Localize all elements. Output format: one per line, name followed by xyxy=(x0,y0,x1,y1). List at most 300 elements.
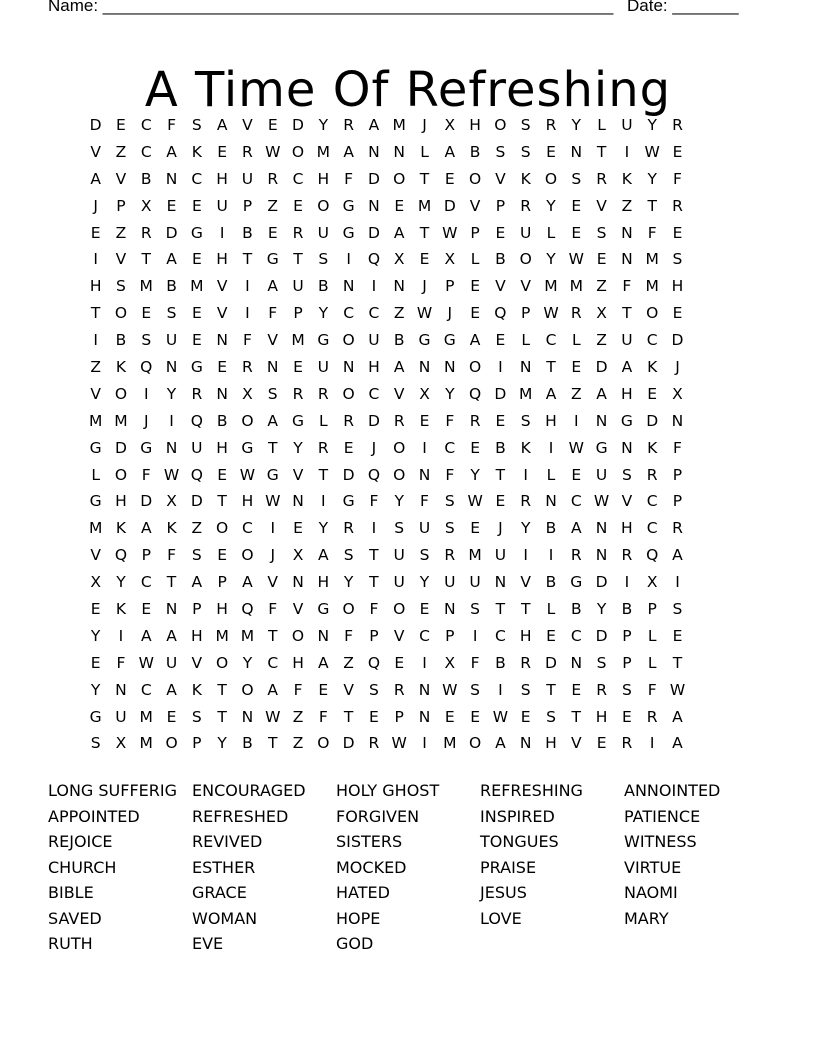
grid-letter[interactable]: A xyxy=(444,142,456,161)
grid-letter[interactable]: D xyxy=(646,411,659,430)
grid-letter[interactable]: A xyxy=(166,626,177,645)
grid-letter[interactable]: N xyxy=(165,358,178,377)
grid-letter[interactable]: W xyxy=(467,492,483,511)
grid-letter[interactable]: N xyxy=(342,277,355,296)
grid-letter[interactable]: E xyxy=(520,707,531,726)
grid-letter[interactable]: T xyxy=(369,546,379,565)
grid-letter[interactable]: F xyxy=(470,653,480,672)
grid-letter[interactable]: H xyxy=(469,116,481,134)
grid-letter[interactable]: E xyxy=(596,734,607,753)
grid-letter[interactable]: O xyxy=(342,384,355,403)
grid-letter[interactable]: U xyxy=(165,331,178,350)
grid-letter[interactable]: O xyxy=(114,384,128,403)
grid-letter[interactable]: X xyxy=(646,573,658,592)
grid-letter[interactable]: Z xyxy=(596,277,607,296)
grid-letter[interactable]: K xyxy=(115,358,127,377)
grid-letter[interactable]: S xyxy=(621,680,632,699)
grid-letter[interactable]: R xyxy=(520,196,532,215)
grid-letter[interactable]: N xyxy=(165,600,178,619)
grid-letter[interactable]: U xyxy=(520,223,532,242)
grid-letter[interactable]: P xyxy=(622,653,632,672)
grid-letter[interactable]: J xyxy=(675,358,680,377)
grid-letter[interactable]: C xyxy=(494,626,506,645)
grid-letter[interactable]: P xyxy=(672,465,683,484)
grid-letter[interactable]: S xyxy=(90,734,101,753)
grid-letter[interactable]: G xyxy=(620,411,633,430)
grid-letter[interactable]: R xyxy=(292,223,304,242)
grid-letter[interactable]: W xyxy=(568,250,584,269)
grid-letter[interactable]: R xyxy=(545,116,557,134)
grid-letter[interactable]: N xyxy=(621,250,633,269)
grid-letter[interactable]: V xyxy=(621,492,633,511)
grid-letter[interactable]: D xyxy=(114,438,127,457)
grid-letter[interactable]: Z xyxy=(90,358,101,377)
grid-letter[interactable]: T xyxy=(166,573,177,592)
grid-letter[interactable]: B xyxy=(495,438,506,457)
grid-letter[interactable]: Z xyxy=(621,196,633,215)
grid-letter[interactable]: O xyxy=(241,546,254,565)
grid-letter[interactable]: O xyxy=(317,196,330,215)
grid-letter[interactable]: N xyxy=(418,707,431,726)
grid-letter[interactable]: W xyxy=(265,492,281,511)
grid-letter[interactable]: R xyxy=(672,116,683,134)
grid-letter[interactable]: R xyxy=(621,734,633,753)
grid-letter[interactable]: K xyxy=(520,438,531,457)
grid-letter[interactable]: Z xyxy=(191,519,203,538)
grid-letter[interactable]: G xyxy=(443,331,456,350)
grid-letter[interactable]: R xyxy=(343,411,354,430)
grid-letter[interactable]: E xyxy=(191,331,202,350)
grid-letter[interactable]: Y xyxy=(166,384,177,403)
grid-letter[interactable]: O xyxy=(216,519,229,538)
grid-letter[interactable]: E xyxy=(495,492,506,511)
grid-letter[interactable]: C xyxy=(646,331,658,350)
grid-letter[interactable]: I xyxy=(219,223,225,242)
grid-letter[interactable]: O xyxy=(393,600,406,619)
grid-letter[interactable]: A xyxy=(545,384,557,403)
grid-letter[interactable]: D xyxy=(443,196,456,215)
grid-letter[interactable]: T xyxy=(596,142,607,161)
grid-letter[interactable]: M xyxy=(645,250,659,269)
grid-letter[interactable]: O xyxy=(393,465,406,484)
grid-letter[interactable]: C xyxy=(570,626,582,645)
grid-letter[interactable]: R xyxy=(646,707,658,726)
grid-letter[interactable]: E xyxy=(470,277,480,296)
grid-letter[interactable]: Y xyxy=(293,438,303,457)
grid-letter[interactable]: R xyxy=(393,680,405,699)
grid-letter[interactable]: E xyxy=(621,707,632,726)
grid-letter[interactable]: X xyxy=(90,573,101,592)
grid-letter[interactable]: M xyxy=(139,277,153,296)
grid-letter[interactable]: T xyxy=(622,304,632,323)
grid-letter[interactable]: A xyxy=(267,411,279,430)
grid-letter[interactable]: N xyxy=(519,358,532,377)
grid-letter[interactable]: Q xyxy=(367,653,381,672)
grid-letter[interactable]: P xyxy=(495,196,506,215)
grid-letter[interactable]: V xyxy=(115,250,127,269)
grid-letter[interactable]: E xyxy=(596,250,607,269)
grid-letter[interactable]: E xyxy=(470,707,480,726)
grid-letter[interactable]: A xyxy=(166,250,177,269)
grid-letter[interactable]: L xyxy=(470,250,480,269)
grid-letter[interactable]: N xyxy=(595,546,608,565)
grid-letter[interactable]: N xyxy=(393,277,406,296)
grid-letter[interactable]: G xyxy=(266,465,279,484)
grid-letter[interactable]: A xyxy=(267,277,279,296)
grid-letter[interactable]: N xyxy=(368,142,380,161)
grid-letter[interactable]: A xyxy=(672,707,683,726)
grid-letter[interactable]: T xyxy=(546,358,556,377)
grid-letter[interactable]: Y xyxy=(546,196,556,215)
grid-letter[interactable]: Z xyxy=(393,304,405,323)
grid-letter[interactable]: E xyxy=(419,411,430,430)
grid-letter[interactable]: R xyxy=(242,358,253,377)
grid-letter[interactable]: E xyxy=(672,626,683,645)
grid-letter[interactable]: Q xyxy=(469,384,482,403)
grid-letter[interactable]: X xyxy=(596,304,607,323)
grid-letter[interactable]: N xyxy=(165,169,178,188)
grid-letter[interactable]: B xyxy=(545,573,557,592)
grid-letter[interactable]: M xyxy=(316,142,330,161)
grid-letter[interactable]: Q xyxy=(241,600,254,619)
grid-letter[interactable]: X xyxy=(419,384,430,403)
grid-letter[interactable]: E xyxy=(394,653,405,672)
grid-letter[interactable]: H xyxy=(241,492,254,511)
grid-letter[interactable]: H xyxy=(216,169,228,188)
grid-letter[interactable]: E xyxy=(191,304,202,323)
grid-letter[interactable]: W xyxy=(265,142,281,161)
grid-letter[interactable]: S xyxy=(267,384,278,403)
grid-letter[interactable]: L xyxy=(647,626,657,645)
grid-letter[interactable]: U xyxy=(621,116,633,134)
grid-letter[interactable]: F xyxy=(445,411,455,430)
grid-letter[interactable]: H xyxy=(216,438,228,457)
grid-letter[interactable]: M xyxy=(519,384,533,403)
grid-letter[interactable]: Q xyxy=(494,304,507,323)
grid-letter[interactable]: Y xyxy=(571,116,582,134)
grid-letter[interactable]: V xyxy=(393,384,405,403)
grid-letter[interactable]: L xyxy=(571,331,581,350)
grid-letter[interactable]: T xyxy=(217,680,227,699)
grid-letter[interactable]: A xyxy=(672,546,683,565)
grid-letter[interactable]: D xyxy=(367,223,380,242)
grid-letter[interactable]: J xyxy=(270,546,276,565)
grid-letter[interactable]: K xyxy=(166,519,177,538)
grid-letter[interactable]: A xyxy=(393,358,405,377)
grid-letter[interactable]: P xyxy=(672,492,683,511)
grid-letter[interactable]: R xyxy=(343,519,354,538)
grid-letter[interactable]: F xyxy=(369,600,379,619)
grid-letter[interactable]: W xyxy=(593,492,610,511)
grid-letter[interactable]: E xyxy=(90,223,101,242)
grid-letter[interactable]: S xyxy=(191,546,202,565)
grid-letter[interactable]: N xyxy=(393,142,406,161)
grid-letter[interactable]: O xyxy=(393,438,406,457)
grid-letter[interactable]: C xyxy=(570,492,582,511)
grid-letter[interactable]: Z xyxy=(570,384,582,403)
grid-letter[interactable]: Z xyxy=(292,707,304,726)
grid-letter[interactable]: U xyxy=(368,331,380,350)
grid-letter[interactable]: T xyxy=(571,707,582,726)
grid-letter[interactable]: E xyxy=(672,142,683,161)
grid-letter[interactable]: I xyxy=(93,250,98,269)
grid-letter[interactable]: D xyxy=(190,492,203,511)
grid-letter[interactable]: N xyxy=(494,573,507,592)
grid-letter[interactable]: O xyxy=(291,626,305,645)
grid-letter[interactable]: I xyxy=(523,546,528,565)
grid-letter[interactable]: N xyxy=(418,358,431,377)
grid-letter[interactable]: W xyxy=(492,707,509,726)
grid-letter[interactable]: D xyxy=(342,734,355,753)
grid-letter[interactable]: V xyxy=(267,573,279,592)
grid-letter[interactable]: U xyxy=(444,573,456,592)
grid-letter[interactable]: A xyxy=(216,116,228,134)
grid-letter[interactable]: S xyxy=(394,519,405,538)
grid-letter[interactable]: C xyxy=(292,169,304,188)
grid-letter[interactable]: M xyxy=(139,734,153,753)
grid-letter[interactable]: X xyxy=(242,384,253,403)
grid-letter[interactable]: E xyxy=(571,223,582,242)
grid-letter[interactable]: B xyxy=(469,142,481,161)
grid-letter[interactable]: C xyxy=(419,626,430,645)
grid-letter[interactable]: M xyxy=(190,277,204,296)
grid-letter[interactable]: G xyxy=(266,250,279,269)
grid-letter[interactable]: K xyxy=(647,358,658,377)
grid-letter[interactable]: M xyxy=(88,519,103,538)
grid-letter[interactable]: A xyxy=(621,358,633,377)
grid-letter[interactable]: B xyxy=(621,600,633,619)
grid-letter[interactable]: B xyxy=(495,250,506,269)
grid-letter[interactable]: H xyxy=(216,250,228,269)
grid-letter[interactable]: K xyxy=(191,142,202,161)
grid-letter[interactable]: L xyxy=(546,465,556,484)
grid-letter[interactable]: O xyxy=(241,680,254,699)
grid-letter[interactable]: E xyxy=(571,358,582,377)
grid-letter[interactable]: E xyxy=(419,600,430,619)
grid-letter[interactable]: E xyxy=(672,223,683,242)
grid-letter[interactable]: T xyxy=(419,223,430,242)
grid-letter[interactable]: I xyxy=(371,277,377,296)
grid-letter[interactable]: X xyxy=(444,250,456,269)
grid-letter[interactable]: P xyxy=(394,707,404,726)
grid-letter[interactable]: Q xyxy=(646,546,659,565)
grid-letter[interactable]: W xyxy=(669,680,686,699)
grid-letter[interactable]: H xyxy=(671,277,684,296)
grid-letter[interactable]: A xyxy=(90,169,101,188)
grid-letter[interactable]: S xyxy=(546,707,556,726)
grid-letter[interactable]: A xyxy=(368,116,380,134)
grid-letter[interactable]: L xyxy=(546,600,556,619)
grid-letter[interactable]: T xyxy=(520,600,531,619)
grid-letter[interactable]: Y xyxy=(116,573,126,592)
grid-letter[interactable]: S xyxy=(116,277,126,296)
grid-letter[interactable]: F xyxy=(622,277,632,296)
grid-letter[interactable]: F xyxy=(141,465,151,484)
grid-letter[interactable]: Y xyxy=(217,734,227,753)
grid-letter[interactable]: K xyxy=(647,438,658,457)
grid-letter[interactable]: E xyxy=(470,519,480,538)
grid-letter[interactable]: P xyxy=(141,546,151,565)
grid-letter[interactable]: N xyxy=(165,438,178,457)
grid-letter[interactable]: W xyxy=(138,653,154,672)
grid-letter[interactable]: D xyxy=(494,384,507,403)
grid-letter[interactable]: R xyxy=(444,546,456,565)
grid-letter[interactable]: W xyxy=(442,223,458,242)
grid-letter[interactable]: I xyxy=(498,680,503,699)
grid-letter[interactable]: A xyxy=(469,331,481,350)
grid-letter[interactable]: O xyxy=(469,358,482,377)
grid-letter[interactable]: T xyxy=(419,169,430,188)
grid-letter[interactable]: V xyxy=(216,277,228,296)
grid-letter[interactable]: Q xyxy=(190,411,203,430)
grid-letter[interactable]: J xyxy=(143,411,149,430)
grid-letter[interactable]: G xyxy=(89,707,102,726)
grid-letter[interactable]: A xyxy=(393,223,405,242)
grid-letter[interactable]: P xyxy=(369,626,379,645)
grid-letter[interactable]: N xyxy=(621,223,633,242)
grid-letter[interactable]: R xyxy=(140,223,152,242)
grid-letter[interactable]: V xyxy=(267,331,279,350)
grid-letter[interactable]: L xyxy=(521,331,531,350)
grid-letter[interactable]: P xyxy=(622,626,632,645)
grid-letter[interactable]: E xyxy=(444,707,455,726)
grid-letter[interactable]: C xyxy=(242,519,253,538)
grid-letter[interactable]: C xyxy=(646,492,658,511)
grid-letter[interactable]: H xyxy=(621,384,633,403)
grid-letter[interactable]: Q xyxy=(367,250,381,269)
grid-letter[interactable]: B xyxy=(393,331,405,350)
grid-letter[interactable]: O xyxy=(216,653,229,672)
grid-letter[interactable]: W xyxy=(239,465,256,484)
grid-letter[interactable]: U xyxy=(216,196,228,215)
grid-letter[interactable]: G xyxy=(570,573,583,592)
grid-letter[interactable]: I xyxy=(624,142,630,161)
grid-letter[interactable]: L xyxy=(597,116,606,134)
grid-letter[interactable]: H xyxy=(545,734,557,753)
grid-letter[interactable]: Y xyxy=(318,519,329,538)
grid-letter[interactable]: R xyxy=(596,680,607,699)
grid-letter[interactable]: L xyxy=(91,465,100,484)
grid-letter[interactable]: T xyxy=(90,304,101,323)
grid-letter[interactable]: R xyxy=(242,142,253,161)
grid-letter[interactable]: N xyxy=(418,680,431,699)
grid-letter[interactable]: W xyxy=(644,142,660,161)
grid-letter[interactable]: A xyxy=(570,519,582,538)
grid-letter[interactable]: B xyxy=(495,653,506,672)
grid-letter[interactable]: U xyxy=(595,465,608,484)
grid-letter[interactable]: Y xyxy=(419,573,430,592)
grid-letter[interactable]: A xyxy=(318,653,329,672)
grid-letter[interactable]: E xyxy=(90,600,101,619)
grid-letter[interactable]: Q xyxy=(140,358,153,377)
grid-letter[interactable]: S xyxy=(419,546,430,565)
grid-letter[interactable]: R xyxy=(672,519,683,538)
grid-letter[interactable]: G xyxy=(342,223,355,242)
grid-letter[interactable]: F xyxy=(344,169,354,188)
grid-letter[interactable]: X xyxy=(140,196,152,215)
grid-letter[interactable]: J xyxy=(93,196,98,215)
grid-letter[interactable]: X xyxy=(115,734,127,753)
grid-letter[interactable]: Z xyxy=(596,331,607,350)
grid-letter[interactable]: R xyxy=(469,411,481,430)
grid-letter[interactable]: E xyxy=(672,304,683,323)
grid-letter[interactable]: H xyxy=(368,358,380,377)
grid-letter[interactable]: C xyxy=(140,680,152,699)
grid-letter[interactable]: T xyxy=(369,573,379,592)
grid-letter[interactable]: C xyxy=(140,573,152,592)
grid-letter[interactable]: O xyxy=(165,734,178,753)
grid-letter[interactable]: Y xyxy=(520,519,531,538)
grid-letter[interactable]: G xyxy=(190,223,203,242)
grid-letter[interactable]: Z xyxy=(343,653,354,672)
grid-letter[interactable]: M xyxy=(544,277,558,296)
grid-letter[interactable]: E xyxy=(217,358,228,377)
grid-letter[interactable]: E xyxy=(293,196,303,215)
grid-letter[interactable]: N xyxy=(570,653,583,672)
grid-letter[interactable]: G xyxy=(595,438,608,457)
grid-letter[interactable]: N xyxy=(595,519,608,538)
grid-letter[interactable]: F xyxy=(673,169,682,188)
grid-letter[interactable]: E xyxy=(546,142,556,161)
grid-letter[interactable]: N xyxy=(266,358,279,377)
grid-letter[interactable]: R xyxy=(368,734,380,753)
grid-letter[interactable]: E xyxy=(141,304,152,323)
grid-letter[interactable]: Z xyxy=(115,223,127,242)
grid-letter[interactable]: S xyxy=(368,680,379,699)
grid-letter[interactable]: I xyxy=(143,384,149,403)
grid-letter[interactable]: T xyxy=(343,707,354,726)
grid-letter[interactable]: H xyxy=(317,573,330,592)
grid-letter[interactable]: F xyxy=(318,707,328,726)
grid-letter[interactable]: U xyxy=(292,277,304,296)
grid-letter[interactable]: H xyxy=(519,626,532,645)
grid-letter[interactable]: T xyxy=(293,250,303,269)
grid-letter[interactable]: D xyxy=(595,358,608,377)
grid-letter[interactable]: A xyxy=(343,142,354,161)
grid-letter[interactable]: Y xyxy=(318,304,329,323)
grid-letter[interactable]: U xyxy=(418,519,431,538)
grid-letter[interactable]: A xyxy=(140,626,152,645)
grid-letter[interactable]: G xyxy=(418,331,431,350)
grid-letter[interactable]: E xyxy=(267,116,278,134)
grid-letter[interactable]: I xyxy=(548,438,554,457)
grid-letter[interactable]: N xyxy=(444,358,456,377)
grid-letter[interactable]: W xyxy=(543,304,559,323)
grid-letter[interactable]: G xyxy=(241,438,254,457)
grid-letter[interactable]: S xyxy=(520,142,531,161)
grid-letter[interactable]: Q xyxy=(190,465,203,484)
grid-letter[interactable]: S xyxy=(444,492,455,511)
grid-letter[interactable]: C xyxy=(444,438,456,457)
grid-letter[interactable]: E xyxy=(191,250,202,269)
grid-letter[interactable]: V xyxy=(393,626,405,645)
grid-letter[interactable]: V xyxy=(495,277,506,296)
grid-letter[interactable]: G xyxy=(342,492,355,511)
grid-letter[interactable]: V xyxy=(90,546,101,565)
grid-letter[interactable]: B xyxy=(242,734,253,753)
grid-letter[interactable]: N xyxy=(545,492,557,511)
grid-letter[interactable]: E xyxy=(90,653,101,672)
grid-letter[interactable]: J xyxy=(422,116,427,134)
grid-letter[interactable]: C xyxy=(191,169,203,188)
grid-letter[interactable]: F xyxy=(242,331,252,350)
grid-letter[interactable]: O xyxy=(114,465,128,484)
grid-letter[interactable]: R xyxy=(520,492,532,511)
grid-letter[interactable]: U xyxy=(393,546,405,565)
grid-letter[interactable]: N xyxy=(292,492,304,511)
grid-letter[interactable]: G xyxy=(317,600,330,619)
grid-letter[interactable]: A xyxy=(140,519,152,538)
